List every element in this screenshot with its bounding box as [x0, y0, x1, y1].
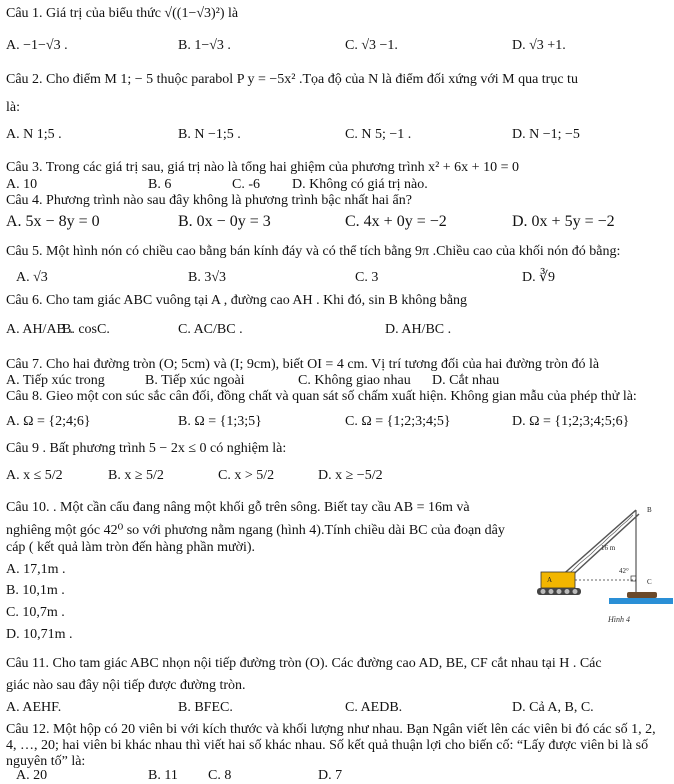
q8-option-a[interactable]: A. Ω = {2;4;6} — [6, 414, 91, 429]
q12-option-b[interactable]: B. 11 — [148, 768, 178, 783]
q1-stem: Câu 1. Giá trị của biểu thức √((1−√3)²) là — [6, 6, 239, 21]
q1-option-b[interactable]: B. 1−√3 . — [178, 38, 231, 53]
fig-point-b: B — [647, 506, 652, 514]
q12-option-a[interactable]: A. 20 — [16, 768, 48, 783]
q10-stem-cont2: cáp ( kết quả làm tròn đến hàng phần mười). — [6, 540, 256, 555]
q8-option-c[interactable]: C. Ω = {1;2;3;4;5} — [345, 414, 451, 429]
q9-option-b[interactable]: B. x ≥ 5/2 — [108, 468, 164, 483]
q4-option-d[interactable]: D. 0x + 5y = −2 — [512, 213, 615, 230]
q11-stem: Câu 11. Cho tam giác ABC nhọn nội tiếp đường tròn (O). Các đường cao AD, BE, CF cắt nhau tại H . Các — [6, 656, 602, 671]
q2-option-d[interactable]: D. N −1; −5 — [512, 127, 580, 142]
q3-stem: Câu 3. Trong các giá trị sau, giá trị nào là tổng hai ghiệm của phương trình x² + 6x + 10 = 0 — [6, 160, 519, 175]
q12-stem: Câu 12. Một hộp có 20 viên bi với kích thước và khối lượng như nhau. Bạn Ngân viết lên các viên bi đó các số 1, 2, — [6, 722, 656, 737]
q4-option-c[interactable]: C. 4x + 0y = −2 — [345, 213, 447, 230]
q3-option-b[interactable]: B. 6 — [148, 177, 172, 192]
q5-option-b[interactable]: B. 3√3 — [188, 270, 227, 285]
q8-option-d[interactable]: D. Ω = {1;2;3;4;5;6} — [512, 414, 630, 429]
q5-option-a[interactable]: A. √3 — [16, 270, 48, 285]
q6-option-d[interactable]: D. AH/BC . — [385, 322, 452, 337]
q9-option-d[interactable]: D. x ≥ −5/2 — [318, 468, 383, 483]
q9-option-a[interactable]: A. x ≤ 5/2 — [6, 468, 63, 483]
q12-option-d[interactable]: D. 7 — [318, 768, 343, 783]
q5-option-c[interactable]: C. 3 — [355, 270, 379, 285]
q6-option-b[interactable]: B. cosC. — [62, 322, 110, 337]
q10-option-c[interactable]: C. 10,7m . — [6, 605, 65, 620]
q8-stem: Câu 8. Gieo một con súc sắc cân đối, đồng chất và quan sát số chấm xuất hiện. Không gian mẫu của phép thử là: — [6, 389, 637, 404]
q7-option-a[interactable]: A. Tiếp xúc trong — [6, 373, 105, 388]
q1-option-c[interactable]: C. √3 −1. — [345, 38, 398, 53]
q3-option-a[interactable]: A. 10 — [6, 177, 38, 192]
river-water — [609, 598, 673, 604]
q8-option-b[interactable]: B. Ω = {1;3;5} — [178, 414, 262, 429]
fig-angle-label: 42° — [619, 567, 629, 575]
q3-option-c[interactable]: C. -6 — [232, 177, 260, 192]
q12-stem-cont2: nguyên tố” là: — [6, 754, 86, 769]
fig-point-a: A — [547, 576, 553, 584]
q6-option-c[interactable]: C. AC/BC . — [178, 322, 243, 337]
q7-stem: Câu 7. Cho hai đường tròn (O; 5cm) và (I; 9cm), biết OI = 4 cm. Vị trí tương đối của hai đường tròn đó là — [6, 357, 600, 372]
q7-option-d[interactable]: D. Cắt nhau — [432, 373, 500, 388]
q2-stem-cont: là: — [6, 100, 20, 115]
q5-stem: Câu 5. Một hình nón có chiều cao bằng bán kính đáy và có thể tích bằng 9π .Chiều cao của khối nón đó bằng: — [6, 244, 621, 259]
q9-stem: Câu 9 . Bất phương trình 5 − 2x ≤ 0 có nghiệm là: — [6, 441, 287, 456]
q6-option-a[interactable]: A. AH/AB . — [6, 322, 73, 337]
q9-option-c[interactable]: C. x > 5/2 — [218, 468, 275, 483]
q11-option-c[interactable]: C. AEDB. — [345, 700, 403, 715]
q5-option-d[interactable]: D. ∛9 — [522, 270, 556, 285]
q10-option-d[interactable]: D. 10,71m . — [6, 627, 73, 642]
q12-option-c[interactable]: C. 8 — [208, 768, 232, 783]
q10-stem: Câu 10. . Một cần cẩu đang nâng một khối gỗ trên sông. Biết tay cầu AB = 16m và — [6, 500, 470, 515]
figure-caption: Hình 4 — [608, 615, 630, 624]
crane-figure — [515, 500, 673, 640]
q2-stem: Câu 2. Cho điểm M 1; − 5 thuộc parabol P y = −5x² .Tọa độ của N là điểm đối xứng với M qua trục tu — [6, 72, 578, 87]
q11-option-d[interactable]: D. Cả A, B, C. — [512, 700, 594, 715]
q11-option-a[interactable]: A. AEHF. — [6, 700, 62, 715]
q2-option-c[interactable]: C. N 5; −1 . — [345, 127, 412, 142]
q3-option-d[interactable]: D. Không có giá trị nào. — [292, 177, 428, 192]
q10-stem-cont: nghiêng một góc 42⁰ so với phương nằm ngang (hình 4).Tính chiều dài BC của đoạn dây — [6, 523, 505, 538]
q7-option-c[interactable]: C. Không giao nhau — [298, 373, 411, 388]
fig-length-label: 16 m — [601, 544, 616, 552]
q2-option-a[interactable]: A. N 1;5 . — [6, 127, 62, 142]
fig-point-c: C — [647, 578, 652, 586]
q4-stem: Câu 4. Phương trình nào sau đây không là phương trình bậc nhất hai ẩn? — [6, 193, 412, 208]
q11-stem-cont: giác nào sau đây nội tiếp được đường tròn. — [6, 678, 246, 693]
q1-option-d[interactable]: D. √3 +1. — [512, 38, 566, 53]
q10-option-b[interactable]: B. 10,1m . — [6, 583, 65, 598]
q1-option-a[interactable]: A. −1−√3 . — [6, 38, 68, 53]
q4-option-b[interactable]: B. 0x − 0y = 3 — [178, 213, 271, 230]
q2-option-b[interactable]: B. N −1;5 . — [178, 127, 241, 142]
q4-option-a[interactable]: A. 5x − 8y = 0 — [6, 213, 100, 230]
q7-option-b[interactable]: B. Tiếp xúc ngoài — [145, 373, 245, 388]
q10-option-a[interactable]: A. 17,1m . — [6, 562, 66, 577]
wood-log — [627, 592, 657, 598]
q6-stem: Câu 6. Cho tam giác ABC vuông tại A , đường cao AH . Khi đó, sin B không bằng — [6, 293, 468, 308]
q11-option-b[interactable]: B. BFEC. — [178, 700, 233, 715]
q12-stem-cont: 4, …, 20; hai viên bi khác nhau thì viết hai số khác nhau. Số kết quả thuận lợi cho biến cố: “Lấy được viên bi là số — [6, 738, 649, 753]
